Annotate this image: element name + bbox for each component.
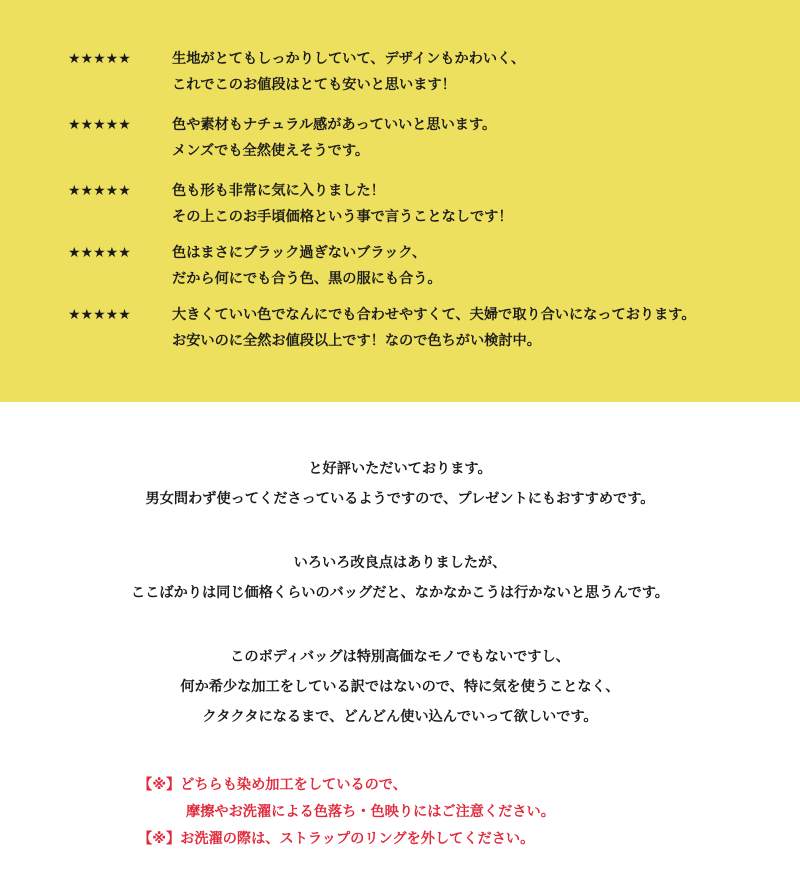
care-note-line: 【※】どちらも染め加工をしているので、 bbox=[138, 777, 407, 793]
care-notes bbox=[0, 732, 800, 853]
review-line: 色や素材もナチュラル感があっていいと思います。 bbox=[172, 117, 497, 133]
description-line: 男女問わず使ってくださっているようですので、プレゼントにもおすすめです。 bbox=[145, 491, 655, 507]
review-line: 大きくていい色でなんにでも合わせやすくて、夫婦で取り合いになっております。 bbox=[172, 307, 696, 323]
review-line: 色はまさにブラック過ぎないブラック、 bbox=[172, 245, 427, 261]
star-rating: ★★★★★ bbox=[68, 307, 131, 323]
description-paragraph bbox=[0, 514, 800, 608]
review-text bbox=[172, 302, 696, 354]
care-note bbox=[138, 772, 800, 826]
description-line: 何か希少な加工をしている訳ではないので、特に気を使うことなく、 bbox=[180, 679, 620, 695]
star-rating: ★★★★★ bbox=[68, 183, 131, 199]
description-line: このボディバッグは特別高価なモノでもないですし、 bbox=[230, 649, 570, 665]
care-note-line: 【※】お洗濯の際は、ストラップのリングを外してください。 bbox=[138, 831, 535, 847]
reviews-section bbox=[0, 0, 800, 402]
review-line: これでこのお値段はとても安いと思います！ bbox=[172, 77, 456, 93]
review-item bbox=[68, 240, 800, 302]
care-note-line: 摩擦やお洗濯による色落ち・色映りにはご注意ください。 bbox=[186, 804, 555, 820]
review-line: だから何にでも合う色、黒の服にも合う。 bbox=[172, 271, 442, 287]
star-rating: ★★★★★ bbox=[68, 245, 131, 261]
care-note bbox=[138, 826, 800, 853]
review-item bbox=[68, 112, 800, 178]
review-text bbox=[172, 46, 525, 98]
description-paragraph bbox=[0, 608, 800, 732]
description-paragraph bbox=[0, 402, 800, 514]
review-line: 生地がとてもしっかりしていて、デザインもかわいく、 bbox=[172, 51, 526, 67]
review-line: その上このお手頃価格という事で言うことなしです！ bbox=[172, 209, 513, 225]
description-line: ここばかりは同じ価格くらいのバッグだと、なかなかこうは行かないと思うんです。 bbox=[131, 585, 669, 601]
description-line: と好評いただいております。 bbox=[308, 461, 492, 477]
star-rating: ★★★★★ bbox=[68, 51, 131, 67]
review-line: お安いのに全然お値段以上です！なので色ちがい検討中。 bbox=[172, 333, 541, 349]
review-item bbox=[68, 302, 800, 368]
review-item bbox=[68, 178, 800, 240]
review-text bbox=[172, 178, 513, 230]
description-line: クタクタになるまで、どんどん使い込んでいって欲しいです。 bbox=[202, 709, 598, 725]
description-line: いろいろ改良点はありましたが、 bbox=[293, 555, 507, 571]
review-item bbox=[68, 46, 800, 112]
review-line: メンズでも全然使えそうです。 bbox=[172, 143, 370, 159]
review-text bbox=[172, 240, 442, 292]
star-rating: ★★★★★ bbox=[68, 117, 131, 133]
review-line: 色も形も非常に気に入りました！ bbox=[172, 183, 385, 199]
description-section bbox=[0, 402, 800, 732]
review-text bbox=[172, 112, 496, 164]
